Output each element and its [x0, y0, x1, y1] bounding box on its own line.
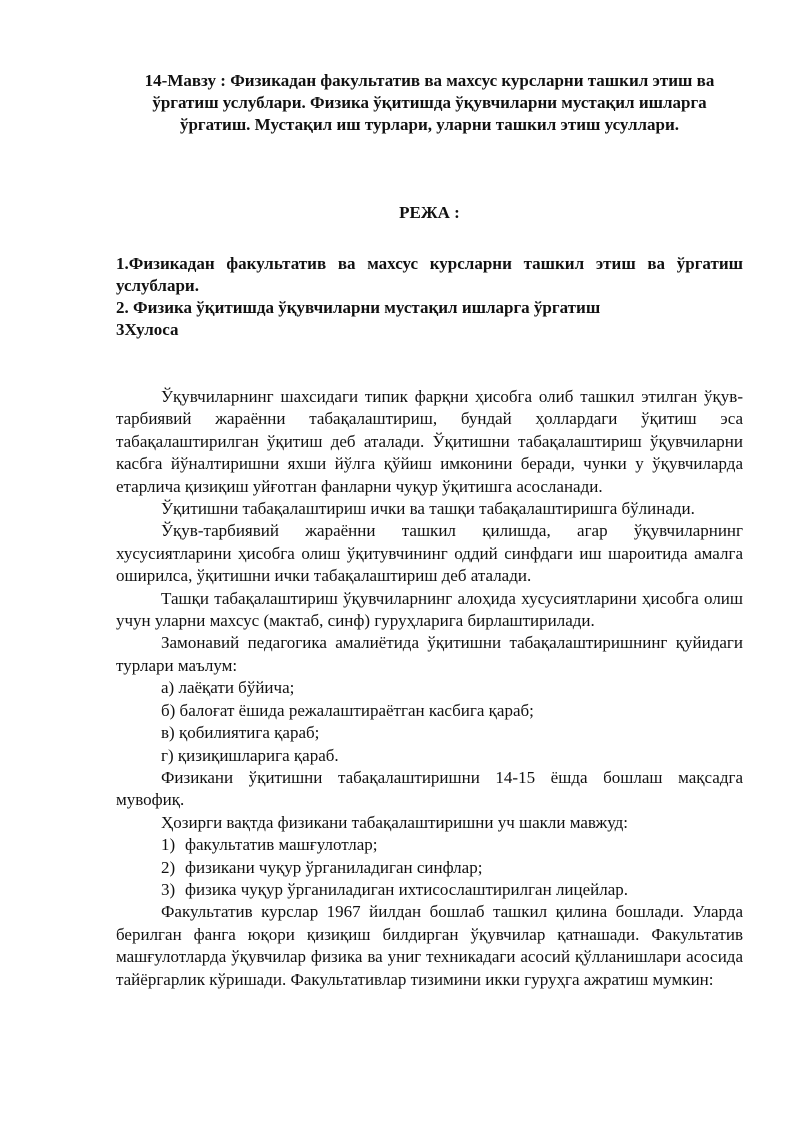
- form-item-1: [116, 834, 743, 856]
- form-item-number: 2): [161, 857, 176, 877]
- paragraph-8: Факультатив курслар 1967 йилдан бошлаб ташкил қилина бошлади. Уларда берилган фанга юқори қизиқиш билдирган ўқувчилар қатнашади. Факультатив машғулотларда ўқувчилар физика ва униг техникадаги асосий қўлланишлари асосида тайёргарлик кўришади. Факультативлар тизимини икки гуруҳга ажратиш мумкин:: [116, 902, 743, 989]
- plan-list: [116, 253, 743, 341]
- plan-item-2: 2. Физика ўқитишда ўқувчиларни мустақил ишларга ўргатиш: [116, 298, 601, 317]
- type-item-a: а) лаёқати бўйича;: [161, 678, 295, 698]
- form-item-text: факультатив машғулотлар;: [185, 835, 378, 855]
- document-page: [116, 70, 743, 991]
- document-title: 14-Мавзу : Физикадан факультатив ва махсус курсларни ташкил этиш ва ўргатиш услублари. Физика ўқитишда ўқувчиларни мустақил ишларга ўргатиш. Мустақил иш турлари, уларни ташкил этиш усуллари.: [144, 71, 715, 134]
- paragraph-6: Физикани ўқитишни табақалаштиришни 14-15 ёшда бошлаш мақсадга мувофиқ.: [116, 767, 743, 810]
- form-item-number: 3): [161, 879, 176, 899]
- document-body: [116, 386, 743, 991]
- type-item-b: б) балоғат ёшида режалаштираётган касбига қараб;: [161, 700, 534, 720]
- form-item-2: [116, 857, 743, 879]
- paragraph-4: Ташқи табақалаштириш ўқувчиларнинг алоҳида хусусиятларини ҳисобга олиш учун уларни махсус (мактаб, синф) гуруҳларига бирлаштирилади.: [116, 588, 743, 631]
- paragraph-2: Ўқитишни табақалаштириш ички ва ташқи табақалаштиришга бўлинади.: [161, 499, 695, 519]
- type-item-v: в) қобилиятига қараб;: [161, 723, 320, 743]
- plan-heading: РЕЖА :: [399, 203, 460, 222]
- paragraph-7: Ҳозирги вақтда физикани табақалаштиришни уч шакли мавжуд:: [161, 812, 628, 832]
- type-item-g: г) қизиқишларига қараб.: [161, 745, 339, 765]
- paragraph-1: Ўқувчиларнинг шахсидаги типик фарқни ҳисобга олиб ташкил этилган ўқув-тарбиявий жараённи табақалаштириш, бундай ҳоллардаги ўқитиш эса табақалаштирилган ўқитиш деб аталади. Ўқитишни табақалаштириш ўқувчиларни касбга йўналтиришни яхши йўлга қўйиш имконини беради, чунки у ўқувчиларда етарлича қизиқиш уйғотган фанларни чуқур ўқитишга асосланади.: [116, 387, 743, 496]
- form-item-text: физикани чуқур ўрганиладиган синфлар;: [185, 857, 483, 877]
- paragraph-5: Замонавий педагогика амалиётида ўқитишни табақалаштиришнинг қуйидаги турлари маълум:: [116, 633, 743, 675]
- form-item-text: физика чуқур ўрганиладиган ихтисослаштирилган лицейлар.: [185, 879, 629, 899]
- paragraph-3: Ўқув-тарбиявий жараённи ташкил қилишда, агар ўқувчиларнинг хусусиятларини ҳисобга олиш ўқитувчининг оддий синфдаги иш шароитида амалга оширилса, ўқитишни ички табақалаштириш деб аталади.: [116, 521, 743, 586]
- plan-item-3: 3Хулоса: [116, 320, 179, 339]
- form-item-3: [116, 879, 743, 901]
- form-item-number: 1): [161, 835, 176, 855]
- plan-item-1: 1.Физикадан факультатив ва махсус курсларни ташкил этиш ва ўргатиш услублари.: [116, 254, 743, 295]
